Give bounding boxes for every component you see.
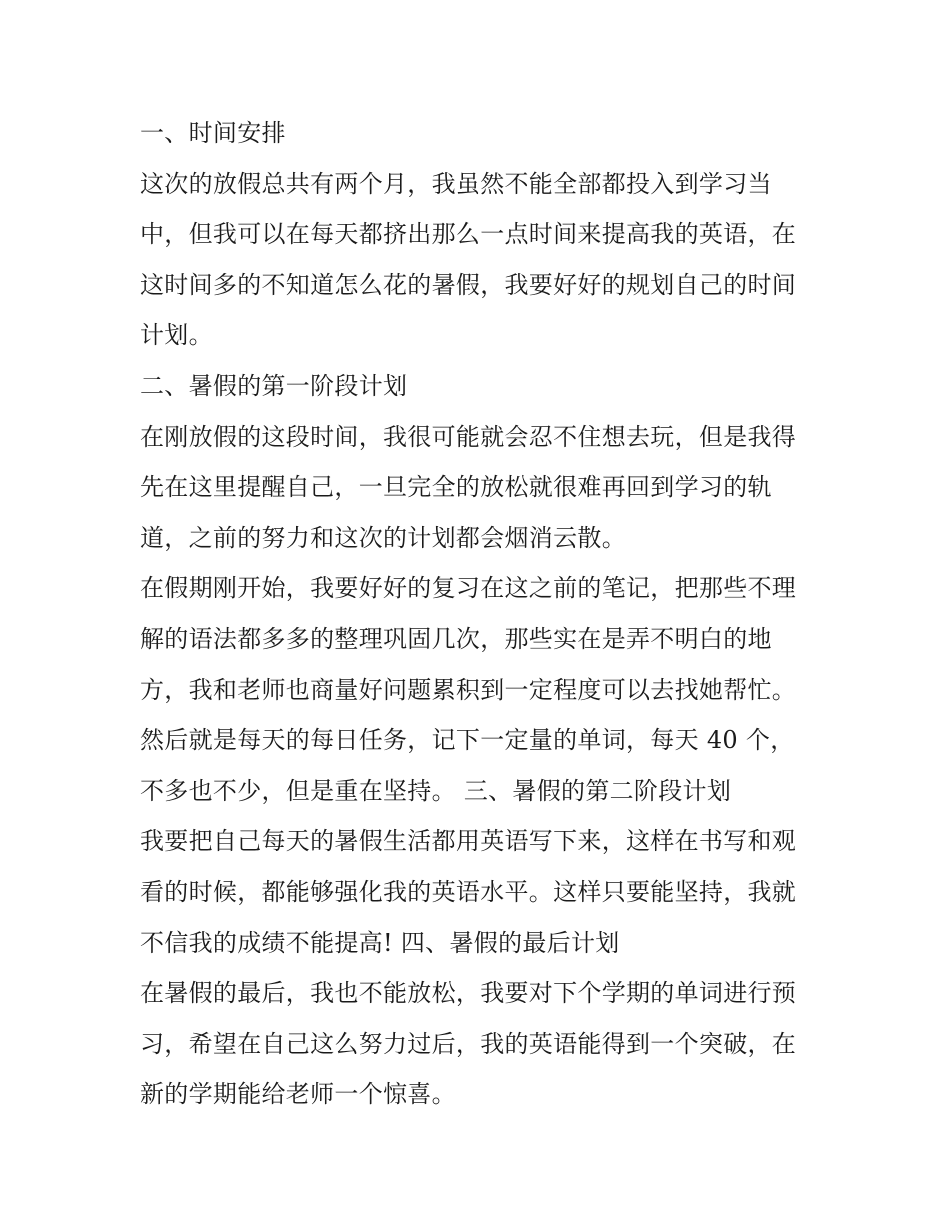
paragraph-line: 不信我的成绩不能提高! 四、暑假的最后计划 — [140, 928, 620, 957]
paragraph-line: 解的语法都多多的整理巩固几次，那些实在是弄不明白的地 — [140, 624, 772, 653]
paragraph-line: 习，希望在自己这么努力过后，我的英语能得到一个突破，在 — [140, 1029, 797, 1058]
document-body — [140, 108, 820, 1120]
paragraph-line: 先在这里提醒自己，一旦完全的放松就很难再回到学习的轨 — [140, 473, 772, 502]
paragraph-line: 新的学期能给老师一个惊喜。 — [140, 1080, 456, 1109]
paragraph-line: 计划。 — [140, 321, 213, 350]
section-heading-time-arrangement: 一、时间安排 — [140, 119, 286, 147]
paragraph-line: 这次的放假总共有两个月，我虽然不能全部都投入到学习当 — [140, 169, 772, 198]
paragraph-line: 在假期刚开始，我要好好的复习在这之前的笔记，把那些不理 — [140, 574, 797, 603]
paragraph-line: 然后就是每天的每日任务，记下一定量的单词，每天 40 个， — [140, 726, 795, 755]
paragraph-line: 道，之前的努力和这次的计划都会烟消云散。 — [140, 523, 626, 552]
paragraph-line: 在暑假的最后，我也不能放松，我要对下个学期的单词进行预 — [140, 979, 797, 1008]
section-heading-first-stage: 二、暑假的第一阶段计划 — [140, 371, 408, 400]
paragraph-line: 不多也不少，但是重在坚持。 三、暑假的第二阶段计划 — [140, 776, 732, 805]
paragraph-line: 看的时候，都能够强化我的英语水平。这样只要能坚持，我就 — [140, 877, 797, 906]
paragraph-line: 在刚放假的这段时间，我很可能就会忍不住想去玩，但是我得 — [140, 422, 797, 451]
paragraph-line: 中，但我可以在每天都挤出那么一点时间来提高我的英语，在 — [140, 220, 797, 249]
paragraph-line: 我要把自己每天的暑假生活都用英语写下来，这样在书写和观 — [140, 827, 797, 856]
paragraph-line: 这时间多的不知道怎么花的暑假，我要好好的规划自己的时间 — [140, 270, 797, 299]
paragraph-line: 方，我和老师也商量好问题累积到一定程度可以去找她帮忙。 — [140, 675, 797, 704]
